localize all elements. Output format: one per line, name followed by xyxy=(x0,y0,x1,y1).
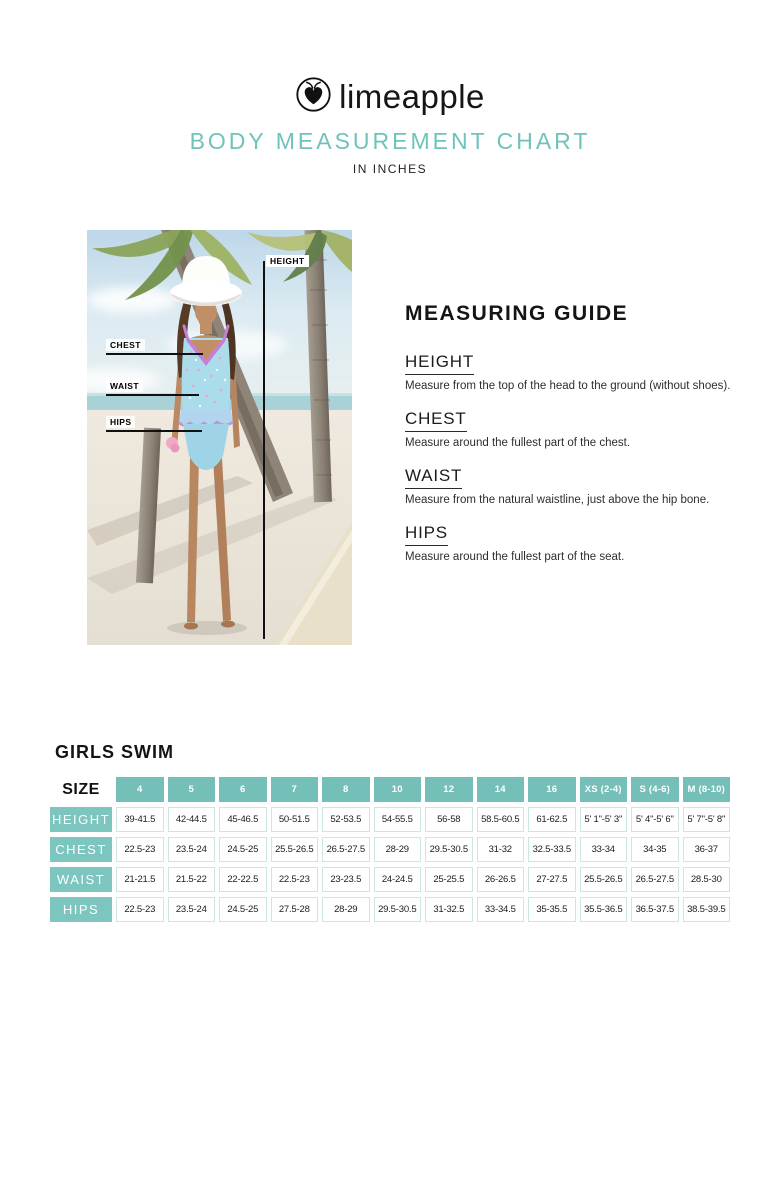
limeapple-logo-icon xyxy=(295,76,332,118)
measurement-cell: 28.5-30 xyxy=(683,867,731,892)
measurement-cell: 42-44.5 xyxy=(168,807,216,832)
guide-section-description: Measure from the top of the head to the ground (without shoes). xyxy=(405,380,731,392)
measurement-cell: 58.5-60.5 xyxy=(477,807,525,832)
size-column-header: 6 xyxy=(219,777,267,802)
measurement-cell: 28-29 xyxy=(322,897,370,922)
measurement-cell: 29.5-30.5 xyxy=(374,897,422,922)
measurement-cell: 56-58 xyxy=(425,807,473,832)
guide-section xyxy=(405,352,735,392)
size-column-header: 4 xyxy=(116,777,164,802)
guide-section-label: HEIGHT xyxy=(405,352,474,375)
brand-logo-text: limeapple xyxy=(339,78,485,115)
measurement-cell: 23.5-24 xyxy=(168,897,216,922)
measurement-cell: 39-41.5 xyxy=(116,807,164,832)
guide-sections xyxy=(405,352,735,563)
photo-height-label: HEIGHT xyxy=(266,255,309,267)
measurement-cell: 23.5-24 xyxy=(168,837,216,862)
measurement-cell: 35.5-36.5 xyxy=(580,897,628,922)
measurement-cell: 52-53.5 xyxy=(322,807,370,832)
measurement-cell: 22.5-23 xyxy=(116,837,164,862)
measuring-guide-section xyxy=(405,302,735,580)
size-column-header: 8 xyxy=(322,777,370,802)
size-column-header: 16 xyxy=(528,777,576,802)
measurement-cell: 28-29 xyxy=(374,837,422,862)
measurement-cell: 33-34.5 xyxy=(477,897,525,922)
guide-section-label: WAIST xyxy=(405,466,462,489)
guide-section-description: Measure around the fullest part of the chest. xyxy=(405,437,631,449)
size-column-header: 7 xyxy=(271,777,319,802)
photo-hips-label: HIPS xyxy=(106,416,135,428)
measurement-cell: 34-35 xyxy=(631,837,679,862)
measurement-cell: 50-51.5 xyxy=(271,807,319,832)
measurement-cell: 22.5-23 xyxy=(271,867,319,892)
guide-section-description: Measure around the fullest part of the seat. xyxy=(405,551,625,563)
height-measure-line xyxy=(263,261,265,639)
size-column-header: XS (2-4) xyxy=(580,777,628,802)
row-label-height: HEIGHT xyxy=(50,807,112,832)
page-title: BODY MEASUREMENT CHART xyxy=(189,128,591,154)
guide-section-description: Measure from the natural waistline, just above the hip bone. xyxy=(405,494,710,506)
waist-measure-line xyxy=(106,394,199,396)
guide-section xyxy=(405,466,735,506)
measurement-cell: 21.5-22 xyxy=(168,867,216,892)
measurement-cell: 35-35.5 xyxy=(528,897,576,922)
measurement-cell: 5' 1"-5' 3" xyxy=(580,807,628,832)
size-column-header: S (4-6) xyxy=(631,777,679,802)
measurement-cell: 27-27.5 xyxy=(528,867,576,892)
measurement-cell: 24-24.5 xyxy=(374,867,422,892)
size-column-header: M (8-10) xyxy=(683,777,731,802)
measurement-cell: 29.5-30.5 xyxy=(425,837,473,862)
measurement-cell: 24.5-25 xyxy=(219,837,267,862)
measurement-cell: 36-37 xyxy=(683,837,731,862)
guide-section xyxy=(405,523,735,563)
guide-section xyxy=(405,409,735,449)
measurement-cell: 32.5-33.5 xyxy=(528,837,576,862)
measurement-cell: 24.5-25 xyxy=(219,897,267,922)
row-label-chest: CHEST xyxy=(50,837,112,862)
size-column-header: 10 xyxy=(374,777,422,802)
size-column-header: 12 xyxy=(425,777,473,802)
measurement-cell: 23-23.5 xyxy=(322,867,370,892)
measurement-cell: 31-32 xyxy=(477,837,525,862)
size-table xyxy=(50,777,730,922)
limeapple-logo xyxy=(0,76,780,118)
guide-section-label: CHEST xyxy=(405,409,467,432)
measurement-cell: 54-55.5 xyxy=(374,807,422,832)
measuring-guide-heading: MEASURING GUIDE xyxy=(405,302,629,325)
hips-measure-line xyxy=(106,430,202,432)
photo-waist-label: WAIST xyxy=(106,380,143,392)
measurement-cell: 26-26.5 xyxy=(477,867,525,892)
measurement-cell: 5' 7"-5' 8" xyxy=(683,807,731,832)
size-column-header: 14 xyxy=(477,777,525,802)
measurement-cell: 31-32.5 xyxy=(425,897,473,922)
chest-measure-line xyxy=(106,353,203,355)
row-label-waist: WAIST xyxy=(50,867,112,892)
measurement-cell: 36.5-37.5 xyxy=(631,897,679,922)
measurement-cell: 22-22.5 xyxy=(219,867,267,892)
beach-scene-illustration xyxy=(87,230,352,645)
measurement-cell: 21-21.5 xyxy=(116,867,164,892)
measurement-cell: 61-62.5 xyxy=(528,807,576,832)
measurement-cell: 25-25.5 xyxy=(425,867,473,892)
size-corner-label: SIZE xyxy=(62,780,100,798)
page-subtitle: IN INCHES xyxy=(352,162,428,176)
brand-header xyxy=(0,76,780,176)
measurement-cell: 26.5-27.5 xyxy=(322,837,370,862)
measurement-cell: 27.5-28 xyxy=(271,897,319,922)
measurement-cell: 33-34 xyxy=(580,837,628,862)
size-column-header: 5 xyxy=(168,777,216,802)
model-photo xyxy=(87,230,352,645)
measurement-cell: 26.5-27.5 xyxy=(631,867,679,892)
guide-section-label: HIPS xyxy=(405,523,448,546)
row-label-hips: HIPS xyxy=(50,897,112,922)
measurement-cell: 5' 4"-5' 6" xyxy=(631,807,679,832)
measurement-cell: 45-46.5 xyxy=(219,807,267,832)
measurement-cell: 38.5-39.5 xyxy=(683,897,731,922)
measurement-cell: 22.5-23 xyxy=(116,897,164,922)
measurement-cell: 25.5-26.5 xyxy=(580,867,628,892)
measurement-cell: 25.5-26.5 xyxy=(271,837,319,862)
photo-chest-label: CHEST xyxy=(106,339,145,351)
girls-swim-heading: GIRLS SWIM xyxy=(55,742,174,762)
